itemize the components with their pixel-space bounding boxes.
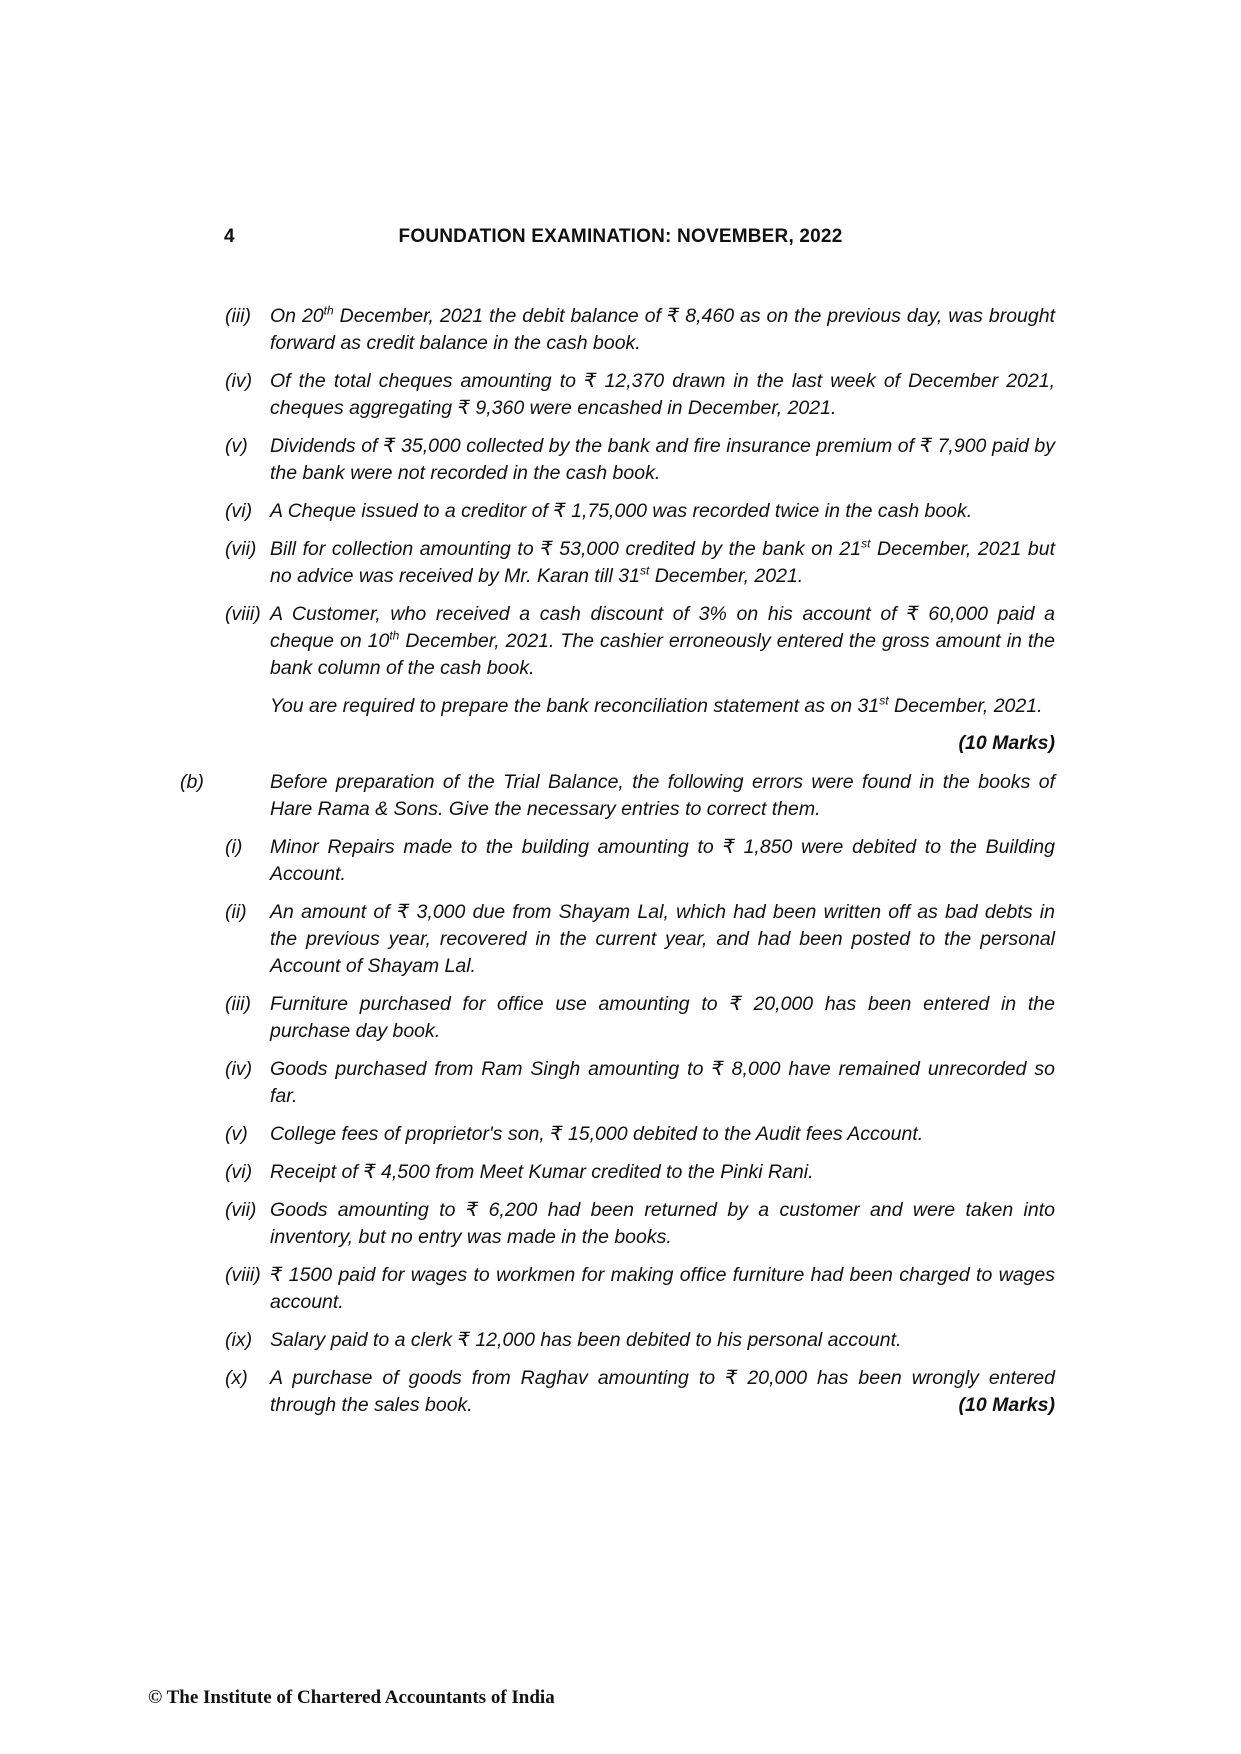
list-item: [225, 601, 1055, 682]
list-item: [225, 433, 1055, 487]
item-text: Of the total cheques amounting to ₹ 12,370 drawn in the last week of December 2021, cheques aggregating ₹ 9,360 were encashed in December, 2021.: [270, 370, 1055, 419]
item-text: Receipt of ₹ 4,500 from Meet Kumar credited to the Pinki Rani.: [270, 1161, 814, 1183]
item-label: (v): [225, 435, 248, 457]
item-text: Goods purchased from Ram Singh amounting to ₹ 8,000 have remained unrecorded so far.: [270, 1058, 1055, 1107]
item-label: (vi): [225, 500, 253, 522]
item-label: (iv): [225, 1058, 253, 1080]
item-text: On 20th December, 2021 the debit balance of ₹ 8,460 as on the previous day, was brought forward as credit balance in the cash book.: [270, 303, 1055, 354]
list-item: [225, 899, 1055, 980]
item-text: A purchase of goods from Raghav amounting to ₹ 20,000 has been wrongly entered through the sales book. (10 Marks): [270, 1365, 1055, 1419]
list-item: [225, 1365, 1055, 1419]
list-item: [225, 368, 1055, 422]
item-label: (ii): [225, 901, 247, 923]
item-label: (i): [225, 836, 243, 858]
item-label: (viii): [225, 603, 261, 625]
item-text: Bill for collection amounting to ₹ 53,000 credited by the bank on 21st December, 2021 but no advice was received by Mr. Karan till 31st December, 2021.: [270, 536, 1055, 587]
list-item: [225, 303, 1055, 357]
list-item: [225, 1262, 1055, 1316]
page-title: FOUNDATION EXAMINATION: NOVEMBER, 2022: [398, 226, 843, 247]
part-b-intro: [180, 769, 1055, 823]
list-item: [225, 834, 1055, 888]
item-label: (iii): [225, 305, 251, 327]
item-label: (vii): [225, 538, 257, 560]
part-a-instruction: You are required to prepare the bank reconciliation statement as on 31st December, 2021.: [270, 693, 1043, 717]
item-label: (iv): [225, 370, 253, 392]
part-b-intro-text: Before preparation of the Trial Balance, the following errors were found in the books of Hare Rama & Sons. Give the necessary entries to correct them.: [270, 771, 1055, 820]
item-label: (ix): [225, 1329, 253, 1351]
item-text: An amount of ₹ 3,000 due from Shayam Lal, which had been written off as bad debts in the previous year, recovered in the current year, and had been posted to the personal Account of Shayam Lal.: [270, 901, 1055, 977]
item-text: College fees of proprietor's son, ₹ 15,000 debited to the Audit fees Account.: [270, 1123, 924, 1145]
list-item: [225, 1159, 1055, 1186]
item-text: A Customer, who received a cash discount of 3% on his account of ₹ 60,000 paid a cheque on 10th December, 2021. The cashier erroneously entered the gross amount in the bank column of the cash book.: [270, 603, 1055, 679]
footer-copyright: © The Institute of Chartered Accountants of India: [148, 1687, 555, 1708]
list-item: [225, 1121, 1055, 1148]
question-content: [180, 303, 1055, 1430]
item-label: (vii): [225, 1199, 257, 1221]
item-label: (vi): [225, 1161, 253, 1183]
item-label: (x): [225, 1367, 248, 1389]
list-item: [225, 498, 1055, 525]
item-text: Dividends of ₹ 35,000 collected by the bank and fire insurance premium of ₹ 7,900 paid by the bank were not recorded in the cash book.: [270, 435, 1055, 484]
item-text: ₹ 1500 paid for wages to workmen for making office furniture had been charged to wages account.: [270, 1264, 1055, 1313]
item-text: Furniture purchased for office use amounting to ₹ 20,000 has been entered in the purchase day book.: [270, 993, 1055, 1042]
list-item: [225, 991, 1055, 1045]
list-item: [225, 536, 1055, 590]
item-label: (iii): [225, 993, 251, 1015]
item-text: A Cheque issued to a creditor of ₹ 1,75,000 was recorded twice in the cash book.: [270, 500, 973, 522]
list-item: [225, 1197, 1055, 1251]
part-b-label: (b): [180, 771, 204, 793]
marks-label: (10 Marks): [958, 1394, 1055, 1416]
list-item: [225, 1327, 1055, 1354]
marks-label: (10 Marks): [958, 732, 1055, 754]
page-number: 4: [224, 226, 235, 247]
list-item: [225, 1056, 1055, 1110]
item-text: Goods amounting to ₹ 6,200 had been returned by a customer and were taken into inventory, but no entry was made in the books.: [270, 1199, 1055, 1248]
item-text: Salary paid to a clerk ₹ 12,000 has been debited to his personal account.: [270, 1329, 902, 1351]
item-label: (viii): [225, 1264, 261, 1286]
item-text: Minor Repairs made to the building amounting to ₹ 1,850 were debited to the Building Account.: [270, 836, 1055, 885]
item-label: (v): [225, 1123, 248, 1145]
